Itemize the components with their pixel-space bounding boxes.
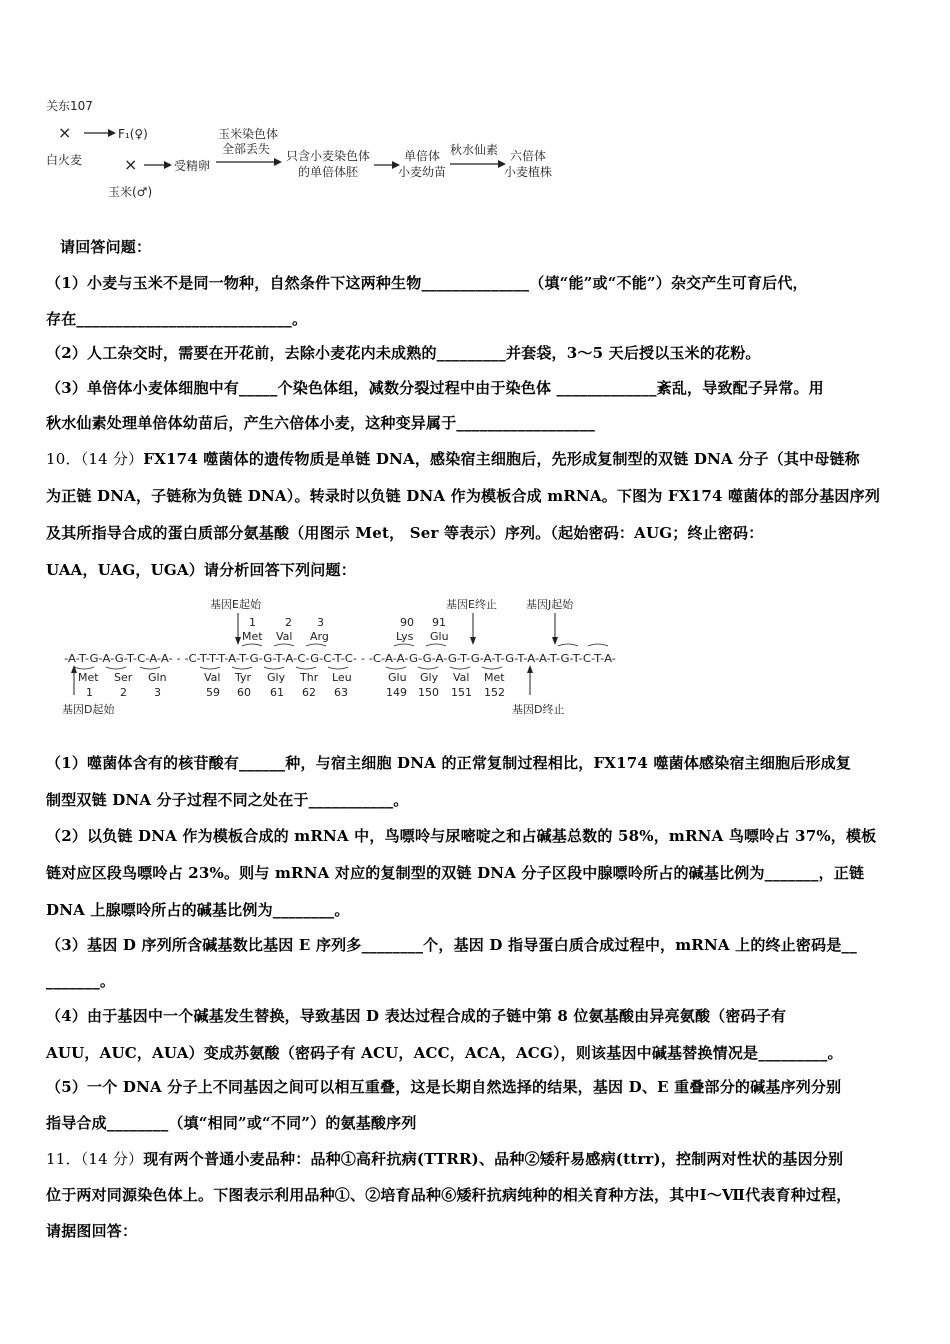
bottom-num-2: 2 [120, 686, 127, 699]
arrow-gene-d-end-head [527, 665, 533, 673]
bottom-num-3: 3 [154, 686, 161, 699]
label-chrom-lost-2: 全部丢失 [222, 142, 271, 156]
label-gene-d-start: 基因D起始 [62, 703, 115, 716]
arrow-gene-e-end-head [470, 637, 476, 645]
label-gene-e-end: 基因E终止 [446, 598, 497, 611]
q10-part2-line2: 链对应区段鸟嘌呤占 23%。则与 mRNA 对应的复制型的双链 DNA 分子区段中腺嘌呤所占的碱基比例为_______，正链 [46, 864, 865, 882]
q11-number: 11． [46, 1150, 81, 1168]
bottom-num-150: 150 [418, 686, 439, 699]
bottom-num-1: 1 [86, 686, 93, 699]
q10-stem-line3: 及其所指导合成的蛋白质部分氨基酸（用图示 Met， Ser 等表示）序列。（起始密码：AUG；终止密码： [46, 524, 764, 542]
top-num-3: 3 [317, 616, 324, 629]
label-guandong107: 关东107 [46, 99, 93, 113]
bottom-num-62: 62 [302, 686, 316, 699]
q9-part1-line1: （1）小麦与玉米不是同一物种，自然条件下这两种生物______________（填“能”或“不能”）杂交产生可育后代， [46, 274, 808, 292]
q9-part2: （2）人工杂交时，需要在开花前，去除小麦花内未成熟的_________并套袋，3～5 天后授以玉米的花粉。 [46, 344, 761, 362]
label-haploid-embryo-2: 的单倍体胚 [298, 165, 359, 179]
label-colchicine: 秋水仙素 [450, 143, 499, 157]
bottom-aa-gln: Gln [148, 671, 167, 684]
bottom-num-59: 59 [206, 686, 220, 699]
label-gene-d-end: 基因D终止 [512, 703, 565, 716]
label-f1: F₁(♀) [118, 127, 148, 141]
q11-stem-line2: 位于两对同源染色体上。下图表示利用品种①、②培育品种⑥矮秆抗病纯种的相关育种方法，其中Ⅰ～Ⅶ代表育种过程， [46, 1186, 852, 1204]
q9-part1-line2: 存在____________________________。 [46, 310, 308, 328]
bottom-aa-gly-150: Gly [420, 671, 439, 684]
bottom-aa-tyr: Tyr [235, 671, 252, 684]
dna-sequence: -A-T-G-A-G-T-C-A-A- - -C-T-T-T-A-T-G-G-T-A-C-G-C-T-C- - -C-A-A-G-G-A-G-T-G-A-T-G-T-A-A-T-G-T-C-T-A- [64, 652, 617, 665]
q10-part1-line1: （1）噬菌体含有的核苷酸有______种，与宿主细胞 DNA 的正常复制过程相比，FX174 噬菌体感染宿主细胞后形成复 [46, 754, 852, 772]
bottom-num-149: 149 [386, 686, 407, 699]
bottom-aa-glu: Glu [388, 671, 407, 684]
q11-line1 [46, 1148, 916, 1169]
label-baihuomai: 白火麦 [46, 153, 83, 167]
q10-line1 [46, 448, 916, 469]
q10-part1-line2: 制型双链 DNA 分子过程不同之处在于___________。 [46, 791, 409, 809]
arrow-to-f1-head [108, 129, 116, 137]
bottom-num-61: 61 [270, 686, 284, 699]
q10-score: （14 分） [80, 450, 144, 468]
top-num-1: 1 [249, 616, 256, 629]
q9-part3-line2: 秋水仙素处理单倍体幼苗后，产生六倍体小麦，这种变异属于__________________ [46, 414, 596, 432]
q10-stem-line2: 为正链 DNA，子链称为负链 DNA）。转录时以负链 DNA 作为模板合成 mRNA。下图为 FX174 噬菌体的部分基因序列 [46, 487, 881, 505]
q10-part5-line2: 指导合成________（填“相同”或“不同”）的氨基酸序列 [46, 1114, 417, 1132]
top-aa-met: Met [242, 630, 263, 643]
q11-score: （14 分） [80, 1150, 144, 1168]
q10-stem-line1: FX174 噬菌体的遗传物质是单链 DNA，感染宿主细胞后，先形成复制型的双链 DNA 分子（其中母链称 [143, 450, 860, 468]
label-hexaploid-1: 六倍体 [510, 149, 547, 163]
codon-brackets-bottom [74, 667, 502, 669]
arrow-gene-e-start-head [235, 637, 241, 645]
cross-symbol-1: × [58, 123, 72, 142]
top-num-2: 2 [285, 616, 292, 629]
arrow-gene-j-start-head [552, 637, 558, 645]
q10-part4-line2: AUU，AUC，AUA）变成苏氨酸（密码子有 ACU，ACC，ACA，ACG），则该基因中碱基替换情况是_________。 [46, 1044, 843, 1062]
bottom-aa-val-151: Val [453, 671, 470, 684]
breeding-flow-diagram [40, 90, 580, 220]
q10-part4-line1: （4）由于基因中一个碱基发生替换，导致基因 D 表达过程合成的子链中第 8 位氨基酸由异亮氨酸（密码子有 [46, 1007, 787, 1025]
label-fertilized-egg: 受精卵 [174, 159, 211, 173]
codon-brackets-top [242, 644, 608, 646]
q10-part3-line2: _______。 [46, 972, 116, 990]
top-aa-arg: Arg [310, 630, 329, 643]
q9-prompt: 请回答问题： [60, 238, 152, 256]
top-num-90: 90 [400, 616, 414, 629]
bottom-num-63: 63 [334, 686, 348, 699]
bottom-aa-thr: Thr [300, 671, 319, 684]
q10-part2-line3: DNA 上腺嘌呤所占的碱基比例为________。 [46, 901, 350, 919]
top-aa-glu: Glu [430, 630, 449, 643]
label-chrom-lost-1: 玉米染色体 [218, 127, 279, 141]
label-gene-e-start: 基因E起始 [210, 598, 261, 611]
bottom-num-151: 151 [451, 686, 472, 699]
gene-sequence-figure [60, 595, 660, 720]
bottom-aa-ser: Ser [114, 671, 133, 684]
label-haploid-seedling-2: 小麦幼苗 [398, 165, 447, 179]
q10-part5-line1: （5）一个 DNA 分子上不同基因之间可以相互重叠，这是长期自然选择的结果，基因 D、E 重叠部分的碱基序列分别 [46, 1078, 842, 1096]
top-aa-lys: Lys [396, 630, 414, 643]
bottom-aa-val-59: Val [204, 671, 221, 684]
bottom-aa-leu: Leu [332, 671, 352, 684]
q10-part2-line1: （2）以负链 DNA 作为模板合成的 mRNA 中，鸟嘌呤与尿嘧啶之和占碱基总数的 58%，mRNA 鸟嘌呤占 37%，模板 [46, 827, 877, 845]
bottom-num-60: 60 [237, 686, 251, 699]
q9-part3-line1: （3）单倍体小麦体细胞中有_____个染色体组，减数分裂过程中由于染色体 _____________紊乱，导致配子异常。用 [46, 379, 824, 397]
top-aa-val: Val [276, 630, 293, 643]
arrow-gene-d-start-head [71, 665, 77, 673]
label-haploid-seedling-1: 单倍体 [404, 149, 441, 163]
bottom-aa-gly-61: Gly [267, 671, 286, 684]
bottom-num-152: 152 [484, 686, 505, 699]
bottom-aa-met-1: Met [78, 671, 99, 684]
q10-part3-line1: （3）基因 D 序列所含碱基数比基因 E 序列多________个，基因 D 指导蛋白质合成过程中，mRNA 上的终止密码是__ [46, 936, 857, 954]
top-num-91: 91 [432, 616, 446, 629]
q11-stem-line1: 现有两个普通小麦品种：品种①高秆抗病(TTRR)、品种②矮秆易感病(ttrr)，控制两对性状的基因分别 [143, 1150, 844, 1168]
q10-number: 10． [46, 450, 81, 468]
bottom-aa-met-152: Met [484, 671, 505, 684]
label-hexaploid-2: 小麦植株 [504, 165, 553, 179]
label-gene-j-start: 基因J起始 [526, 598, 574, 611]
label-corn: 玉米(♂) [108, 185, 153, 199]
arrow-to-egg-head [164, 161, 172, 169]
q10-stem-line4: UAA，UAG，UGA）请分析回答下列问题： [46, 561, 356, 579]
cross-symbol-2: × [124, 155, 138, 174]
label-haploid-embryo-1: 只含小麦染色体 [286, 149, 371, 163]
arrow-chrom-lost-head [274, 158, 282, 166]
q11-stem-line3: 请据图回答： [46, 1222, 138, 1240]
